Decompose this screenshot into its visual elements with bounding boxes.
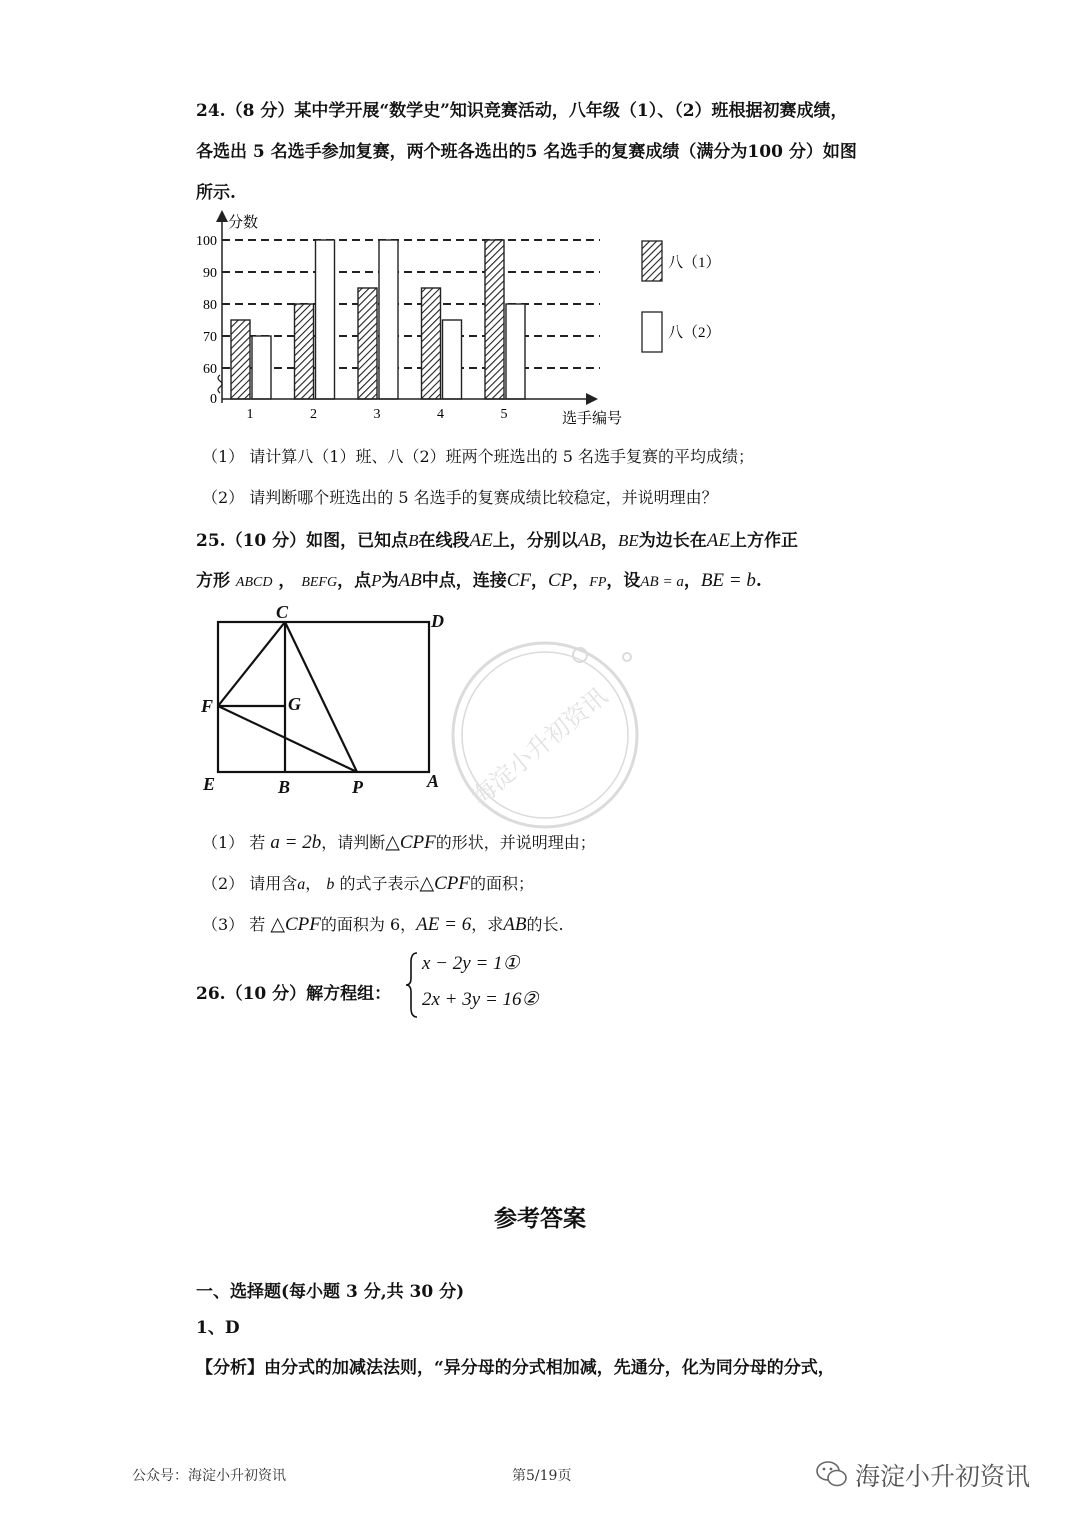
point-label-G: G xyxy=(288,694,301,714)
score-bar-chart xyxy=(190,205,750,430)
point-label-A: A xyxy=(427,771,440,791)
point-label-F: F xyxy=(201,696,214,716)
footer-brand xyxy=(815,1455,1055,1495)
legend-swatch-class2 xyxy=(642,312,662,352)
x-tick-label: 3 xyxy=(373,407,381,422)
q24-line2: 各选出 5 名选手参加复赛，两个班各选出的5 名选手的复赛成绩（满分为100 分）如图 xyxy=(196,142,857,162)
y-tick-label: 0 xyxy=(210,392,217,407)
footer-brand-text: 海淀小升初资讯 xyxy=(855,1462,1031,1491)
page-number: 第5/19页 xyxy=(512,1468,572,1484)
watermark-text: 海淀小升初资讯 xyxy=(466,681,613,812)
legend-label-class2: 八（2） xyxy=(668,325,721,341)
watermark-seal xyxy=(440,625,650,835)
point-label-C: C xyxy=(276,603,289,622)
bar-class1-player-4 xyxy=(422,288,441,399)
x-tick-label: 2 xyxy=(310,407,317,422)
answers-title: 参考答案 xyxy=(494,1206,586,1232)
point-label-P: P xyxy=(352,777,363,797)
answer-1: 1、D xyxy=(196,1318,240,1338)
q24-line3: 所示. xyxy=(196,183,236,203)
bar-class1-player-1 xyxy=(231,320,250,399)
y-tick-label: 100 xyxy=(196,234,217,249)
y-tick-label: 60 xyxy=(203,362,217,377)
system-brace xyxy=(404,950,420,1020)
y-axis-label: 分数 xyxy=(228,215,259,231)
square-ABCD-outline xyxy=(218,622,429,772)
q25-sub2: （2） 请用含a， b 的式子表示△CPF的面积； xyxy=(202,873,535,894)
point-label-B: B xyxy=(278,777,291,797)
bar-class2-player-5 xyxy=(506,304,525,399)
bar-class1-player-2 xyxy=(295,304,314,399)
x-tick-label: 4 xyxy=(437,407,444,422)
bar-class2-player-2 xyxy=(316,240,335,399)
q24-sub1: （1） 请计算八（1）班、八（2）班两个班选出的 5 名选手复赛的平均成绩； xyxy=(202,447,754,466)
q26-equation-1: x − 2y = 1① xyxy=(422,953,520,974)
answer-1-analysis: 【分析】由分式的加减法法则，“异分母的分式相加减，先通分，化为同分母的分式， xyxy=(196,1358,835,1378)
bar-class1-player-3 xyxy=(358,288,377,399)
segment-FP xyxy=(218,706,357,772)
q25-sub1: （1） 若 a = 2b，请判断△CPF的形状，并说明理由； xyxy=(202,832,596,853)
y-tick-label: 80 xyxy=(203,298,217,313)
bar-class2-player-3 xyxy=(379,240,398,399)
wechat-icon xyxy=(815,1459,849,1489)
y-tick-label: 90 xyxy=(203,266,217,281)
x-axis-label: 选手编号 xyxy=(562,411,623,427)
segment-CF xyxy=(218,622,285,706)
x-tick-label: 1 xyxy=(246,407,254,422)
x-tick-label: 5 xyxy=(500,407,508,422)
legend-swatch-class1 xyxy=(642,241,662,281)
y-tick-label: 70 xyxy=(203,330,217,345)
q26-equation-2: 2x + 3y = 16② xyxy=(422,989,539,1010)
bar-class1-player-5 xyxy=(485,240,504,399)
geometry-figure xyxy=(195,603,465,803)
bar-class2-player-4 xyxy=(443,320,462,399)
point-label-E: E xyxy=(203,774,216,794)
answers-section-heading: 一、选择题(每小题 3 分,共 30 分) xyxy=(196,1282,465,1302)
point-label-D: D xyxy=(431,611,444,631)
q25-line1: 25.（10 分）如图，已知点B在线段AE上，分别以AB，BE为边长在AE上方作正 xyxy=(196,530,798,551)
legend-label-class1: 八（1） xyxy=(668,255,721,271)
q25-line2: 方形 ABCD ， BEFG，点P为AB中点，连接CF，CP，FP，设AB = a，BE = b. xyxy=(196,570,762,591)
q26-label: 26.（10 分）解方程组： xyxy=(196,984,392,1004)
q24-sub2: （2） 请判断哪个班选出的 5 名选手的复赛成绩比较稳定，并说明理由？ xyxy=(202,488,718,507)
q24-line1: 24.（8 分）某中学开展“数学史”知识竞赛活动，八年级（1）、（2）班根据初赛成绩， xyxy=(196,101,848,121)
footer-account: 公众号：海淀小升初资讯 xyxy=(132,1468,286,1484)
q25-sub3: （3） 若 △CPF的面积为 6，AE = 6，求AB的长. xyxy=(202,914,564,935)
bar-class2-player-1 xyxy=(252,336,271,399)
